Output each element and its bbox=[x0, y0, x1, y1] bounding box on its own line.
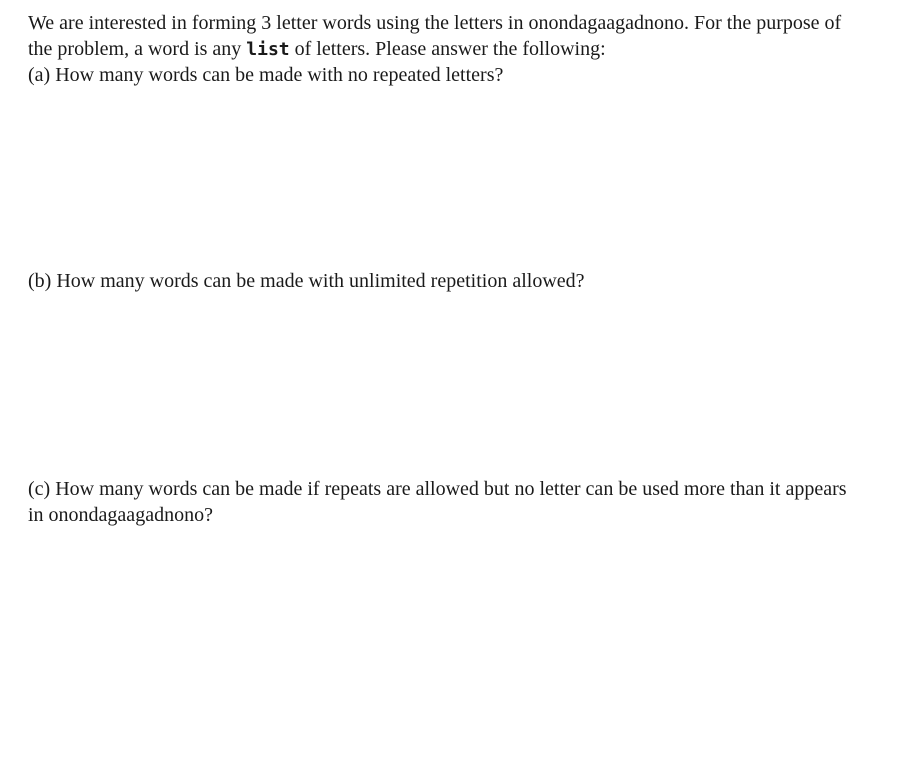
question-b: (b) How many words can be made with unlimited repetition allowed? bbox=[28, 270, 585, 292]
problem-intro bbox=[28, 11, 848, 62]
question-a: (a) How many words can be made with no repeated letters? bbox=[28, 64, 504, 86]
intro-bold-word: list bbox=[246, 38, 290, 60]
intro-text-start: We are interested in forming 3 letter words using the letters in onondagaagadnono. For the purpose of the problem, a word is any bbox=[28, 12, 842, 60]
intro-text-end: of letters. Please answer the following: bbox=[289, 37, 606, 60]
question-c: (c) How many words can be made if repeats are allowed but no letter can be used more than it appears in onondagaagadnono? bbox=[28, 478, 847, 526]
